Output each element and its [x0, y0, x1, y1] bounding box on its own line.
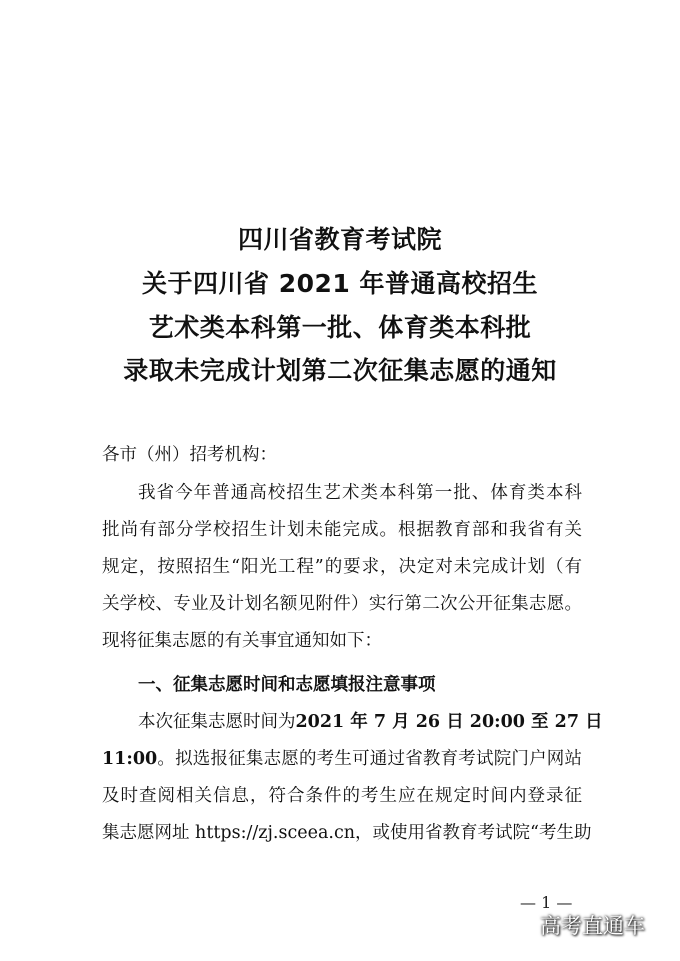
- paragraph1-line: 我省今年普通高校招生艺术类本科第一批、体育类本科: [138, 483, 582, 503]
- paragraph1-line: 规定，按照招生“阳光工程”的要求，决定对未完成计划（有: [102, 557, 582, 577]
- paragraph1-line: 现将征集志愿的有关事宜通知如下：: [102, 631, 382, 651]
- paragraph1-line: 关学校、专业及计划名额见附件）实行第二次公开征集志愿。: [102, 594, 582, 614]
- document-title-line-2: 关于四川省 2021 年普通高校招生: [142, 269, 538, 298]
- section1-line: [138, 710, 603, 734]
- section1-line: 集志愿网址 https://zj.sceea.cn，或使用省教育考试院“考生助: [102, 823, 592, 843]
- document-title-line-3: 艺术类本科第一批、体育类本科批: [148, 313, 532, 342]
- section1-line-2-rest: 。拟选报征集志愿的考生可通过省教育考试院门户网站: [157, 749, 582, 769]
- watermark-text: 高考直通车: [540, 914, 645, 938]
- section-heading: 一、征集志愿时间和志愿填报注意事项: [138, 675, 436, 695]
- paragraph1-line: 批尚有部分学校招生计划未能完成。根据教育部和我省有关: [102, 520, 582, 540]
- time-intro-text: 本次征集志愿时间为: [138, 712, 296, 732]
- end-time-text: 11:00: [102, 749, 158, 769]
- section1-line: 及时查阅相关信息，符合条件的考生应在规定时间内登录征: [102, 786, 582, 806]
- document-title-line-4: 录取未完成计划第二次征集志愿的通知: [123, 356, 557, 385]
- start-time-text: 2021 年 7 月 26 日 20:00 至 27 日: [295, 712, 603, 732]
- document-title-line-1: 四川省教育考试院: [237, 225, 442, 254]
- section1-line: [102, 747, 582, 771]
- page-number: — 1 —: [520, 893, 573, 912]
- salutation: 各市（州）招考机构：: [102, 445, 277, 465]
